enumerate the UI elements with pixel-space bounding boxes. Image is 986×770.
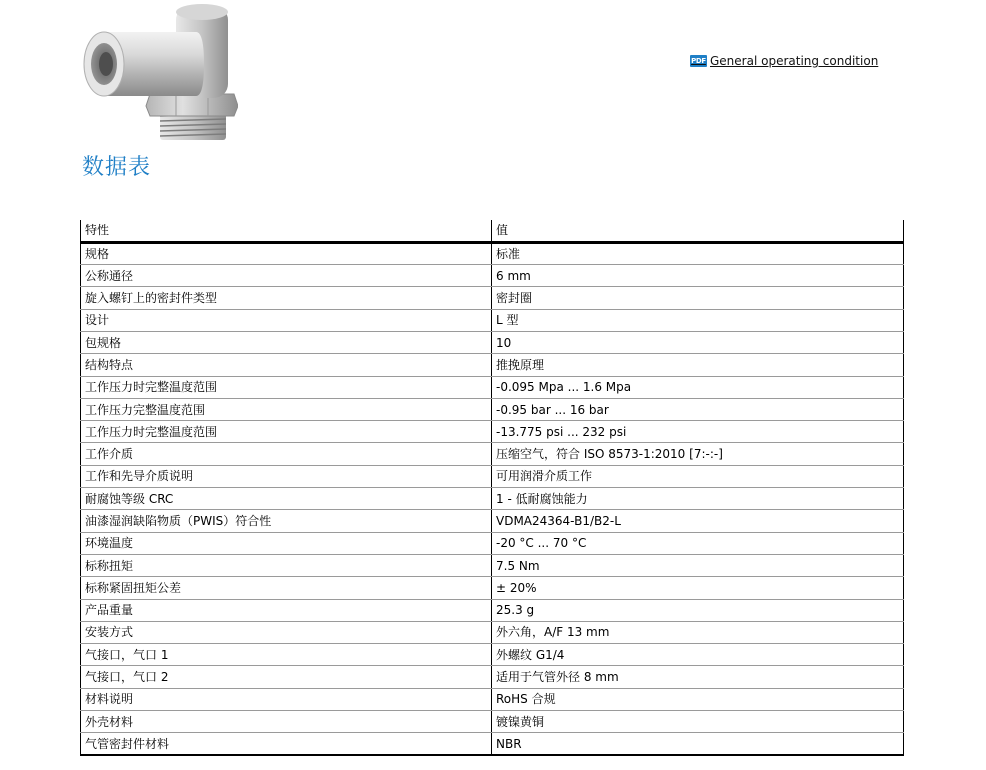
- property-cell: 产品重量: [81, 599, 492, 621]
- value-cell: -0.095 Mpa ... 1.6 Mpa: [492, 376, 904, 398]
- property-cell: 气接口，气口 2: [81, 666, 492, 688]
- value-cell: 镀镍黄铜: [492, 711, 904, 733]
- value-cell: 可用润滑介质工作: [492, 465, 904, 487]
- property-cell: 标称紧固扭矩公差: [81, 577, 492, 599]
- table-row: [81, 465, 904, 487]
- value-cell: 外六角，A/F 13 mm: [492, 621, 904, 643]
- header-value: 值: [492, 220, 904, 242]
- property-cell: 材料说明: [81, 688, 492, 710]
- table-row: [81, 488, 904, 510]
- property-cell: 工作压力完整温度范围: [81, 398, 492, 420]
- table-row: [81, 309, 904, 331]
- property-cell: 安装方式: [81, 621, 492, 643]
- property-cell: 包规格: [81, 331, 492, 353]
- table-row: [81, 376, 904, 398]
- property-cell: 规格: [81, 242, 492, 264]
- value-cell: ± 20%: [492, 577, 904, 599]
- value-cell: 推挽原理: [492, 354, 904, 376]
- value-cell: -20 °C ... 70 °C: [492, 532, 904, 554]
- value-cell: RoHS 合规: [492, 688, 904, 710]
- table-header-row: [81, 220, 904, 242]
- general-operating-condition-link[interactable]: [690, 54, 878, 68]
- table-row: [81, 242, 904, 264]
- property-cell: 油漆湿润缺陷物质（PWIS）符合性: [81, 510, 492, 532]
- table-row: [81, 733, 904, 755]
- table-row: [81, 621, 904, 643]
- pdf-icon: PDF: [690, 55, 707, 67]
- property-cell: 工作和先导介质说明: [81, 465, 492, 487]
- property-cell: 标称扭矩: [81, 554, 492, 576]
- property-cell: 旋入螺钉上的密封件类型: [81, 287, 492, 309]
- value-cell: 1 - 低耐腐蚀能力: [492, 488, 904, 510]
- property-cell: 气管密封件材料: [81, 733, 492, 755]
- property-cell: 外壳材料: [81, 711, 492, 733]
- table-row: [81, 265, 904, 287]
- value-cell: 6 mm: [492, 265, 904, 287]
- table-row: [81, 554, 904, 576]
- table-row: [81, 688, 904, 710]
- value-cell: 密封圈: [492, 287, 904, 309]
- property-cell: 设计: [81, 309, 492, 331]
- value-cell: NBR: [492, 733, 904, 755]
- property-cell: 工作介质: [81, 443, 492, 465]
- header-characteristic: 特性: [81, 220, 492, 242]
- table-row: [81, 398, 904, 420]
- value-cell: 25.3 g: [492, 599, 904, 621]
- value-cell: -0.95 bar ... 16 bar: [492, 398, 904, 420]
- property-cell: 耐腐蚀等级 CRC: [81, 488, 492, 510]
- table-row: [81, 599, 904, 621]
- value-cell: -13.775 psi ... 232 psi: [492, 421, 904, 443]
- table-row: [81, 443, 904, 465]
- table-row: [81, 354, 904, 376]
- table-row: [81, 666, 904, 688]
- value-cell: 外螺纹 G1/4: [492, 644, 904, 666]
- table-row: [81, 711, 904, 733]
- table-row: [81, 421, 904, 443]
- product-image: [78, 2, 238, 148]
- value-cell: 适用于气管外径 8 mm: [492, 666, 904, 688]
- value-cell: L 型: [492, 309, 904, 331]
- table-row: [81, 287, 904, 309]
- property-cell: 工作压力时完整温度范围: [81, 421, 492, 443]
- property-cell: 气接口，气口 1: [81, 644, 492, 666]
- table-row: [81, 577, 904, 599]
- table-row: [81, 532, 904, 554]
- value-cell: 10: [492, 331, 904, 353]
- general-operating-condition-label: General operating condition: [710, 54, 879, 68]
- value-cell: VDMA24364-B1/B2-L: [492, 510, 904, 532]
- table-row: [81, 644, 904, 666]
- property-cell: 公称通径: [81, 265, 492, 287]
- value-cell: 压缩空气，符合 ISO 8573-1:2010 [7:-:-]: [492, 443, 904, 465]
- page-title: 数据表: [82, 155, 152, 180]
- table-row: [81, 331, 904, 353]
- table-body: [81, 242, 904, 755]
- property-cell: 工作压力时完整温度范围: [81, 376, 492, 398]
- property-cell: 环境温度: [81, 532, 492, 554]
- value-cell: 标准: [492, 242, 904, 264]
- spec-table: [80, 220, 904, 756]
- table-row: [81, 510, 904, 532]
- value-cell: 7.5 Nm: [492, 554, 904, 576]
- property-cell: 结构特点: [81, 354, 492, 376]
